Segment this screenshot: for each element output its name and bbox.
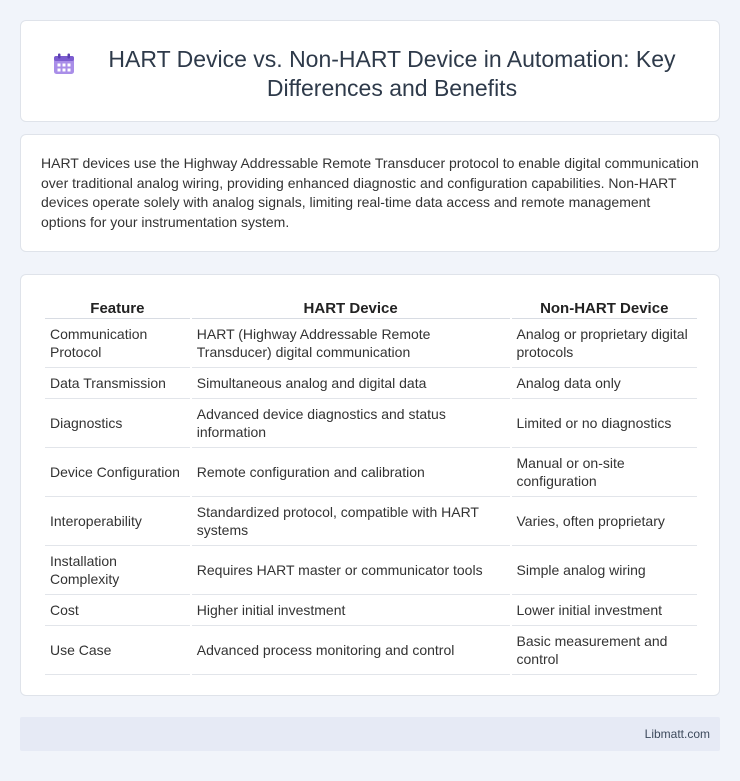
title-wrap (21, 21, 719, 103)
cell-non-hart: Varies, often proprietary (512, 497, 698, 546)
table-row (45, 448, 697, 497)
cell-hart: HART (Highway Addressable Remote Transducer) digital communication (192, 319, 510, 368)
page-title: HART Device vs. Non-HART Device in Automation: Key Differences and Benefits (108, 46, 676, 101)
intro-paragraph: HART devices use the Highway Addressable Remote Transducer protocol to enable digital communication over traditional analog wiring, providing enhanced diagnostic and configuration capabilities. Non-HART devices operate solely with analog signals, limiting real-time data access and remote management options for your instrumentation system. (41, 155, 699, 230)
cell-non-hart: Analog data only (512, 368, 698, 399)
table-row (45, 626, 697, 675)
header-feature: Feature (45, 295, 190, 319)
cell-feature: Data Transmission (45, 368, 190, 399)
table-row (45, 319, 697, 368)
table-row (45, 497, 697, 546)
cell-hart: Advanced process monitoring and control (192, 626, 510, 675)
table-row (45, 368, 697, 399)
table-row (45, 399, 697, 448)
cell-hart: Requires HART master or communicator tools (192, 546, 510, 595)
cell-feature: Use Case (45, 626, 190, 675)
header-hart-device: HART Device (192, 295, 510, 319)
cell-feature: Installation Complexity (45, 546, 190, 595)
cell-feature: Diagnostics (45, 399, 190, 448)
calendar-icon (51, 51, 77, 77)
cell-non-hart: Analog or proprietary digital protocols (512, 319, 698, 368)
cell-non-hart: Lower initial investment (512, 595, 698, 626)
footer-bar (20, 717, 720, 751)
table-header-row (45, 295, 697, 319)
cell-hart: Advanced device diagnostics and status information (192, 399, 510, 448)
cell-hart: Simultaneous analog and digital data (192, 368, 510, 399)
cell-non-hart: Basic measurement and control (512, 626, 698, 675)
table-row (45, 595, 697, 626)
cell-hart: Remote configuration and calibration (192, 448, 510, 497)
cell-non-hart: Simple analog wiring (512, 546, 698, 595)
cell-hart: Higher initial investment (192, 595, 510, 626)
comparison-table-card (20, 274, 720, 696)
cell-non-hart: Limited or no diagnostics (512, 399, 698, 448)
comparison-table (43, 295, 699, 675)
cell-feature: Interoperability (45, 497, 190, 546)
cell-non-hart: Manual or on-site configuration (512, 448, 698, 497)
footer-site-link[interactable]: Libmatt.com (644, 727, 710, 741)
cell-feature: Cost (45, 595, 190, 626)
cell-feature: Device Configuration (45, 448, 190, 497)
intro-card (20, 134, 720, 252)
header-non-hart-device: Non-HART Device (512, 295, 698, 319)
cell-hart: Standardized protocol, compatible with HART systems (192, 497, 510, 546)
table-row (45, 546, 697, 595)
cell-feature: Communication Protocol (45, 319, 190, 368)
title-card (20, 20, 720, 122)
